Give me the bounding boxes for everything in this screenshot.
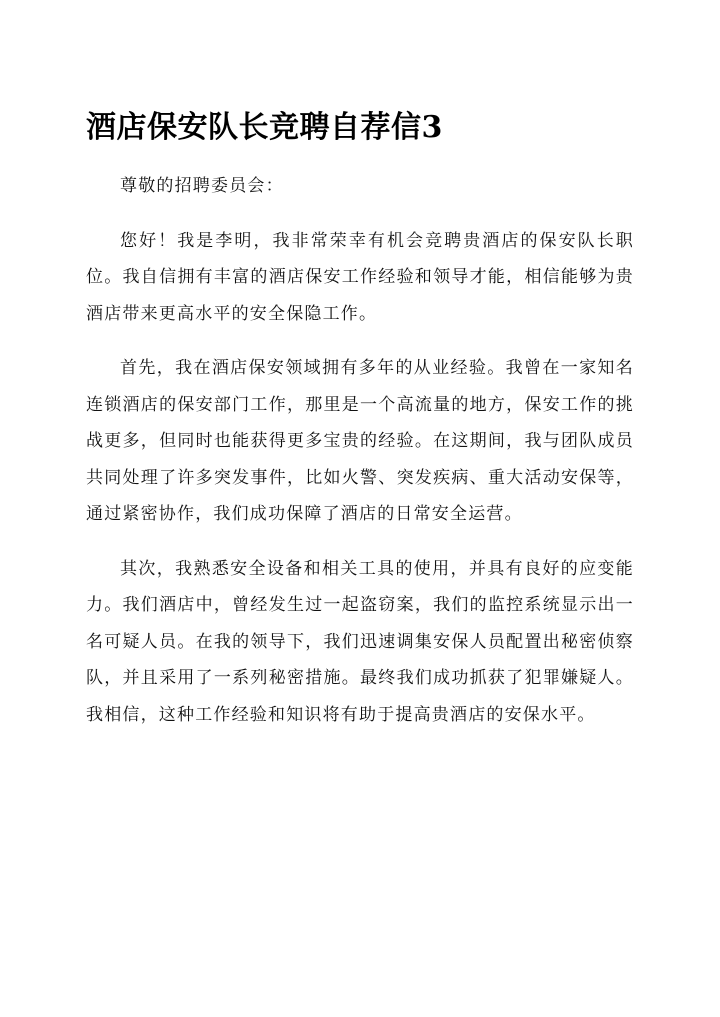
paragraph-intro: 您好！我是李明，我非常荣幸有机会竞聘贵酒店的保安队长职位。我自信拥有丰富的酒店保安工作经验和领导才能，相信能够为贵酒店带来更高水平的安全保隐工作。 — [86, 230, 634, 324]
paragraph-skills: 其次，我熟悉安全设备和相关工具的使用，并具有良好的应变能力。我们酒店中，曾经发生过一起盗窃案，我们的监控系统显示出一名可疑人员。在我的领导下，我们迅速调集安保人员配置出秘密侦察队，并且采用了一系列秘密措施。最终我们成功抓获了犯罪嫌疑人。我相信，这种工作经验和知识将有助于提高贵酒店的安保水平。 — [86, 558, 634, 725]
greeting-line: 尊敬的招聘委员会： — [120, 176, 284, 196]
letter-body — [86, 168, 634, 751]
page-title: 酒店保安队长竞聘自荐信3 — [86, 110, 443, 146]
paragraph-experience: 首先，我在酒店保安领域拥有多年的从业经验。我曾在一家知名连锁酒店的保安部门工作，那里是一个高流量的地方，保安工作的挑战更多，但同时也能获得更多宝贵的经验。在这期间，我与团队成员共同处理了许多突发事件，比如火警、突发疾病、重大活动安保等，通过紧密协作，我们成功保障了酒店的日常安全运营。 — [86, 358, 634, 524]
